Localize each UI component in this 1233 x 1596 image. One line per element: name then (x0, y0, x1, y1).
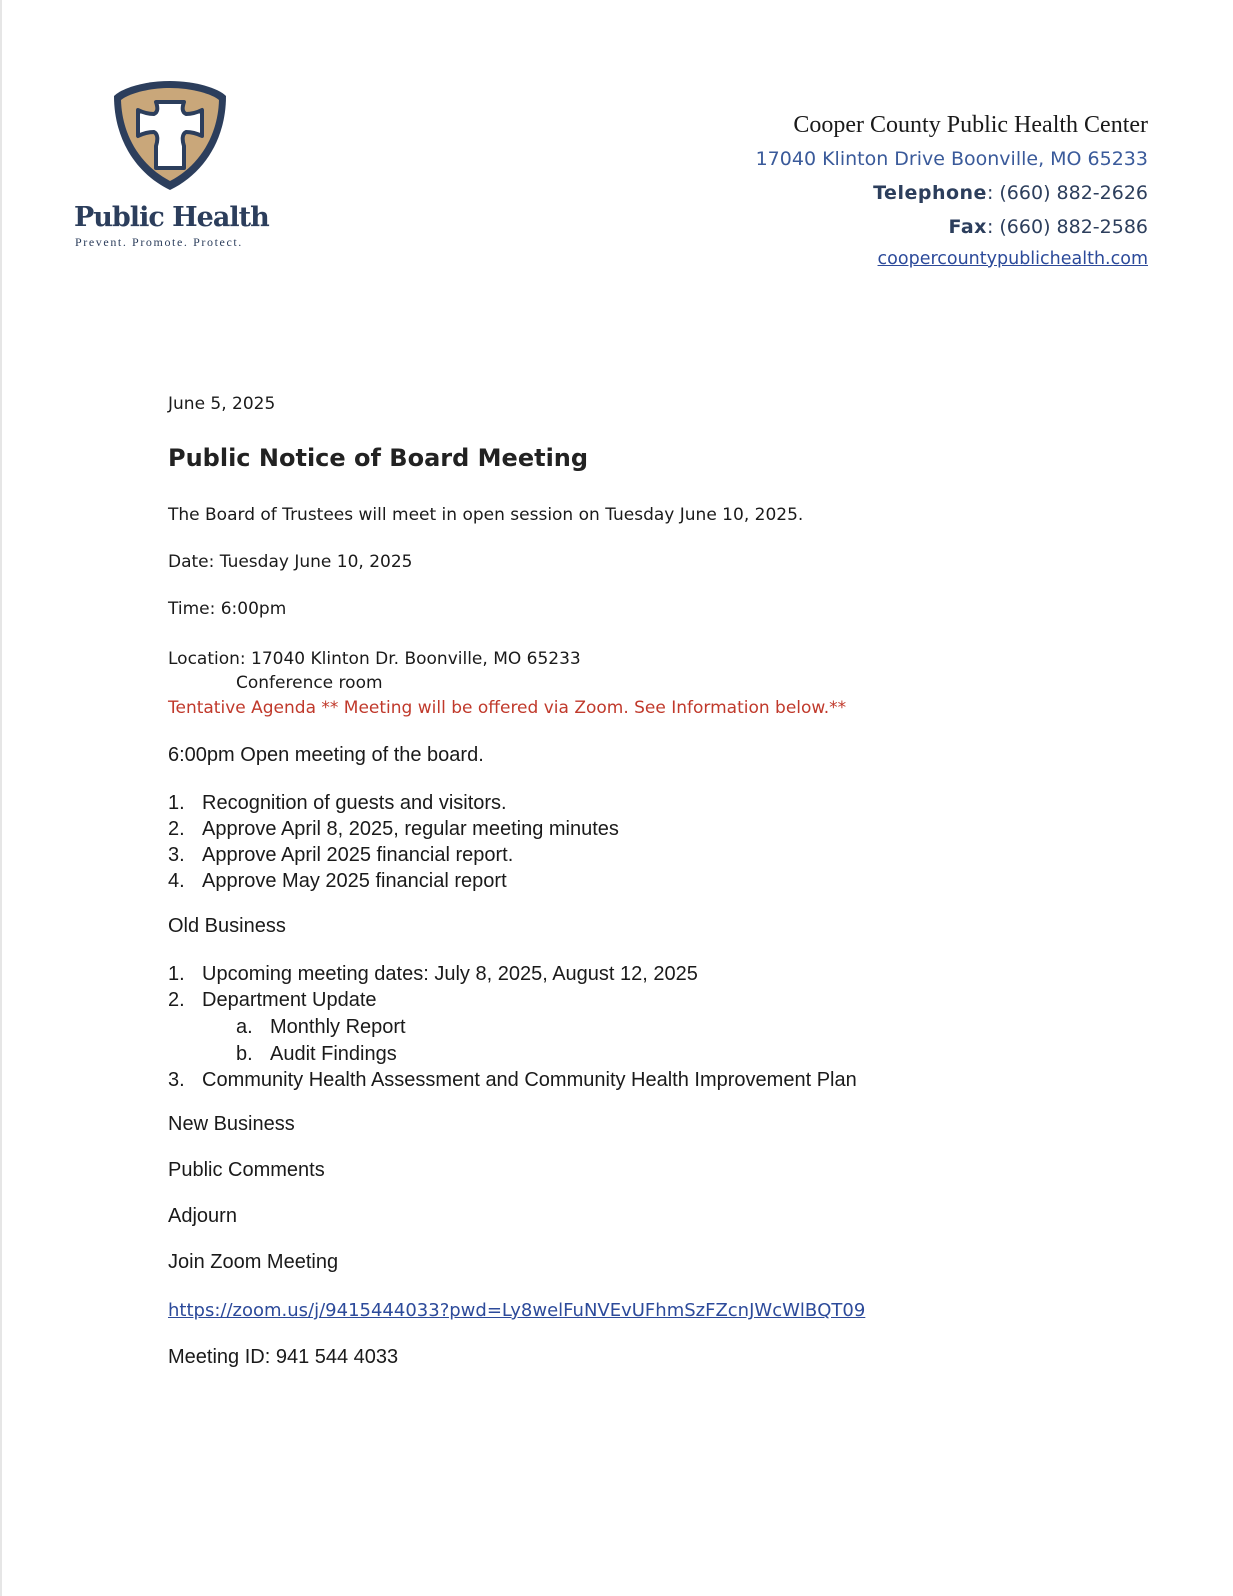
zoom-link[interactable]: https://zoom.us/j/9415444033?pwd=Ly8welFuNVEvUFhmSzFZcnJWcWlBQT09 (168, 1300, 866, 1321)
website-link[interactable]: coopercountypublichealth.com (877, 249, 1148, 269)
list-number: 2. (168, 989, 185, 1011)
list-text: Department Update (202, 989, 377, 1011)
open-meeting: 6:00pm Open meeting of the board. (168, 744, 484, 766)
meeting-time: Time: 6:00pm (168, 599, 287, 619)
logo-title: Public Health (74, 202, 269, 233)
meeting-id: Meeting ID: 941 544 4033 (168, 1346, 399, 1368)
new-business-heading: New Business (168, 1113, 295, 1135)
meeting-date: Date: Tuesday June 10, 2025 (168, 552, 413, 572)
org-name: Cooper County Public Health Center (793, 112, 1148, 138)
contact-block (756, 108, 1148, 274)
list-text: Approve May 2025 financial report (202, 870, 507, 892)
list-item (168, 818, 619, 841)
join-zoom-label: Join Zoom Meeting (168, 1251, 339, 1273)
list-item (236, 1043, 397, 1066)
list-item (168, 870, 507, 893)
list-number: 3. (168, 1069, 185, 1091)
list-text: Upcoming meeting dates: July 8, 2025, August 12, 2025 (202, 963, 698, 985)
list-number: a. (236, 1016, 253, 1038)
fax-label: Fax (948, 216, 987, 238)
list-item (168, 963, 698, 986)
meeting-location: Location: 17040 Klinton Dr. Boonville, MO 65233 (168, 649, 581, 669)
list-text: Audit Findings (270, 1043, 397, 1065)
list-number: b. (236, 1043, 253, 1065)
notice-date: June 5, 2025 (168, 394, 276, 414)
list-item (168, 1069, 857, 1092)
telephone-value: : (660) 882-2626 (986, 182, 1148, 204)
list-item (168, 792, 507, 815)
telephone-label: Telephone (873, 182, 987, 204)
org-address: 17040 Klinton Drive Boonville, MO 65233 (755, 148, 1148, 170)
list-number: 1. (168, 792, 185, 814)
adjourn-heading: Adjourn (168, 1205, 237, 1227)
fax-value: : (660) 882-2586 (986, 216, 1148, 238)
list-number: 3. (168, 844, 185, 866)
public-health-logo (74, 78, 274, 253)
list-number: 2. (168, 818, 185, 840)
public-comments-heading: Public Comments (168, 1159, 325, 1181)
list-item (168, 844, 513, 867)
tentative-agenda-note: Tentative Agenda ** Meeting will be offered via Zoom. See Information below.** (168, 698, 847, 718)
list-text: Recognition of guests and visitors. (202, 792, 507, 814)
old-business-heading: Old Business (168, 915, 286, 937)
list-text: Community Health Assessment and Community Health Improvement Plan (202, 1069, 857, 1091)
page-title: Public Notice of Board Meeting (168, 444, 589, 472)
list-text: Monthly Report (270, 1016, 406, 1038)
list-text: Approve April 8, 2025, regular meeting minutes (202, 818, 619, 840)
list-text: Approve April 2025 financial report. (202, 844, 514, 866)
shield-cross-icon (110, 78, 230, 193)
list-item (236, 1016, 406, 1039)
scan-edge (0, 0, 2, 1596)
list-number: 1. (168, 963, 185, 985)
list-number: 4. (168, 870, 185, 892)
list-item (168, 989, 377, 1012)
meeting-room: Conference room (236, 673, 383, 693)
notice-intro: The Board of Trustees will meet in open session on Tuesday June 10, 2025. (168, 505, 804, 525)
fax-line (756, 210, 1148, 244)
telephone-line (756, 176, 1148, 210)
logo-tagline: Prevent. Promote. Protect. (75, 235, 243, 249)
